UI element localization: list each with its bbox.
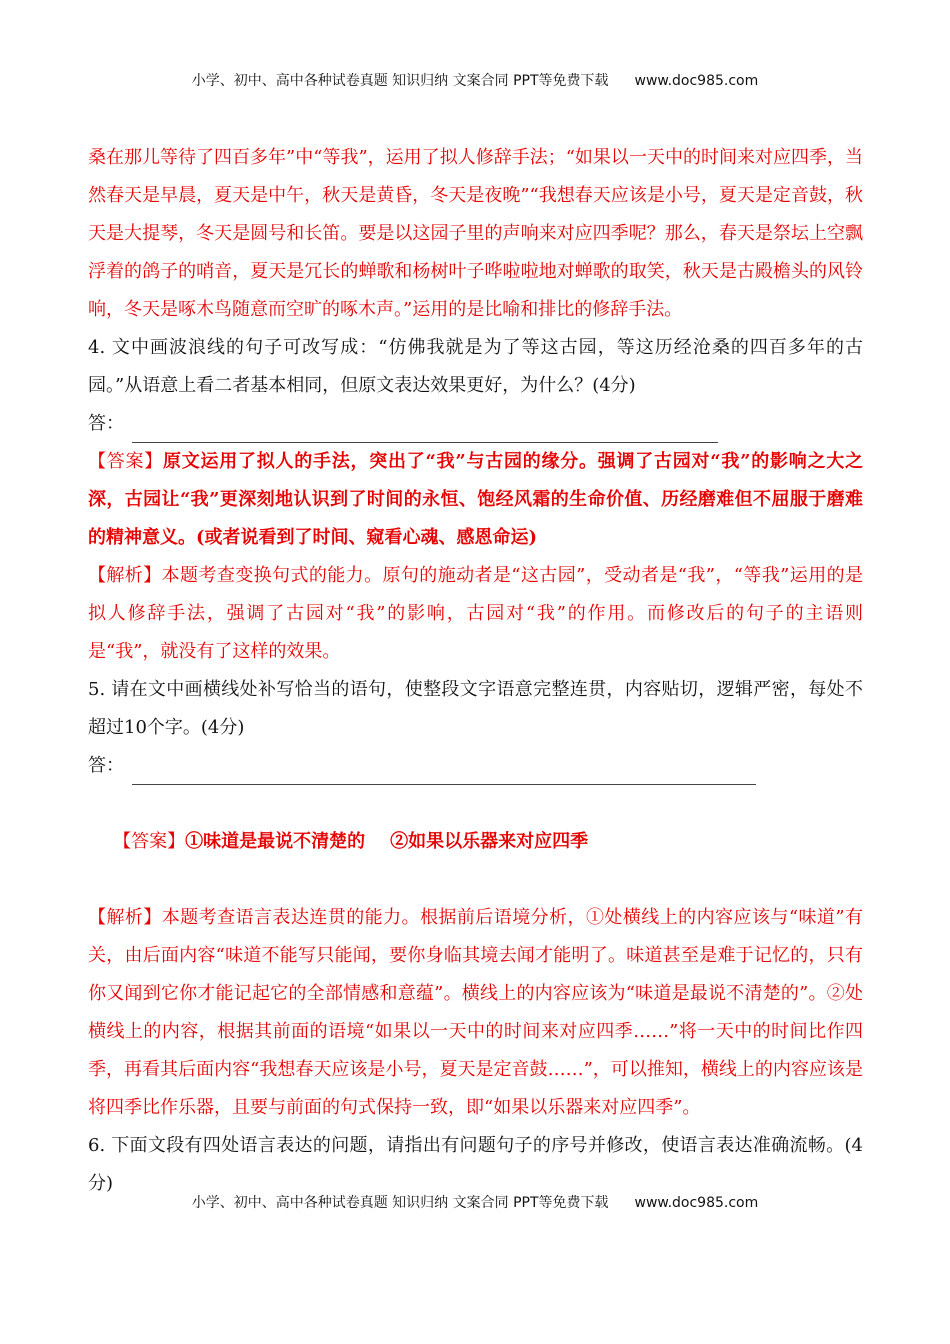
footer-text: 小学、初中、高中各种试卷真题 知识归纳 文案合同 PPT等免费下载 [191, 1195, 609, 1211]
header-text: 小学、初中、高中各种试卷真题 知识归纳 文案合同 PPT等免费下载 [191, 73, 609, 89]
analysis-tag: 【解析】 [88, 565, 162, 586]
answer-5 [88, 785, 863, 899]
question-5: 5. 请在文中画横线处补写恰当的语句，使整段文字语意完整连贯，内容贴切，逻辑严密，每处不超过10个字。(4分) [88, 679, 863, 738]
answer-4 [88, 443, 863, 557]
answer-tag: 【答案】 [113, 831, 186, 852]
answer-tag: 【答案】 [88, 451, 164, 472]
answer-5-text: ①味道是最说不清楚的 ②如果以乐器来对应四季 [185, 831, 589, 852]
answer-prompt: 答： [88, 413, 124, 434]
header-site-url: www.doc985.com [634, 73, 759, 89]
previous-analysis-continuation: 桑在那儿等待了四百多年”中“等我”，运用了拟人修辞手法；“如果以一天中的时间来对应四季，当然春天是早晨，夏天是中午，秋天是黄昏，冬天是夜晚”“我想春天应该是小号，夏天是定音鼓，秋天是大提琴，冬天是圆号和长笛。要是以这园子里的声响来对应四季呢？那么，春天是祭坛上空飘浮着的鸽子的哨音，夏天是冗长的蝉歌和杨树叶子哗啦啦地对蝉歌的取笑，秋天是古殿檐头的风铃响，冬天是啄木鸟随意而空旷的啄木声。”运用的是比喻和排比的修辞手法。 [88, 147, 863, 320]
analysis-5 [88, 899, 863, 1127]
question-6: 6. 下面文段有四处语言表达的问题，请指出有问题句子的序号并修改，使语言表达准确流畅。(4分) [88, 1135, 863, 1194]
answer-blank [132, 418, 718, 443]
analysis-4 [88, 557, 863, 671]
analysis-tag: 【解析】 [88, 907, 162, 928]
answer-blank [132, 760, 756, 785]
document-body [88, 139, 863, 1203]
footer-site-url: www.doc985.com [634, 1195, 759, 1211]
answer-4-text: 原文运用了拟人的手法，突出了“我”与古园的缘分。强调了古园对“我”的影响之大之深，古园让“我”更深刻地认识到了时间的永恒、饱经风霜的生命价值、历经磨难但不屈服于磨难的精神意义。(或者说看到了时间、窥看心魂、感恩命运) [88, 451, 863, 548]
answer-line-4 [88, 405, 863, 443]
page-footer [0, 1192, 950, 1212]
analysis-4-text: 本题考查变换句式的能力。原句的施动者是“这古园”，受动者是“我”，“等我”运用的是拟人修辞手法，强调了古园对“我”的影响，古园对“我”的作用。而修改后的句子的主语则是“我”，就没有了这样的效果。 [88, 565, 863, 662]
analysis-5-text: 本题考查语言表达连贯的能力。根据前后语境分析，①处横线上的内容应该与“味道”有关，由后面内容“味道不能写只能闻，要你身临其境去闻才能明了。味道甚至是难于记忆的，只有你又闻到它你才能记起它的全部情感和意蕴”。横线上的内容应该为“味道是最说不清楚的”。②处横线上的内容，根据其前面的语境“如果以一天中的时间来对应四季……”将一天中的时间比作四季，再看其后面内容“我想春天应该是小号，夏天是定音鼓……”，可以推知，横线上的内容应该是将四季比作乐器，且要与前面的句式保持一致，即“如果以乐器来对应四季”。 [88, 907, 864, 1118]
page-header [0, 70, 950, 90]
answer-line-5 [88, 747, 863, 785]
question-4: 4. 文中画波浪线的句子可改写成：“仿佛我就是为了等这古园，等这历经沧桑的四百多年的古园。”从语意上看二者基本相同，但原文表达效果更好，为什么？(4分) [88, 337, 863, 396]
answer-prompt: 答： [88, 755, 124, 776]
